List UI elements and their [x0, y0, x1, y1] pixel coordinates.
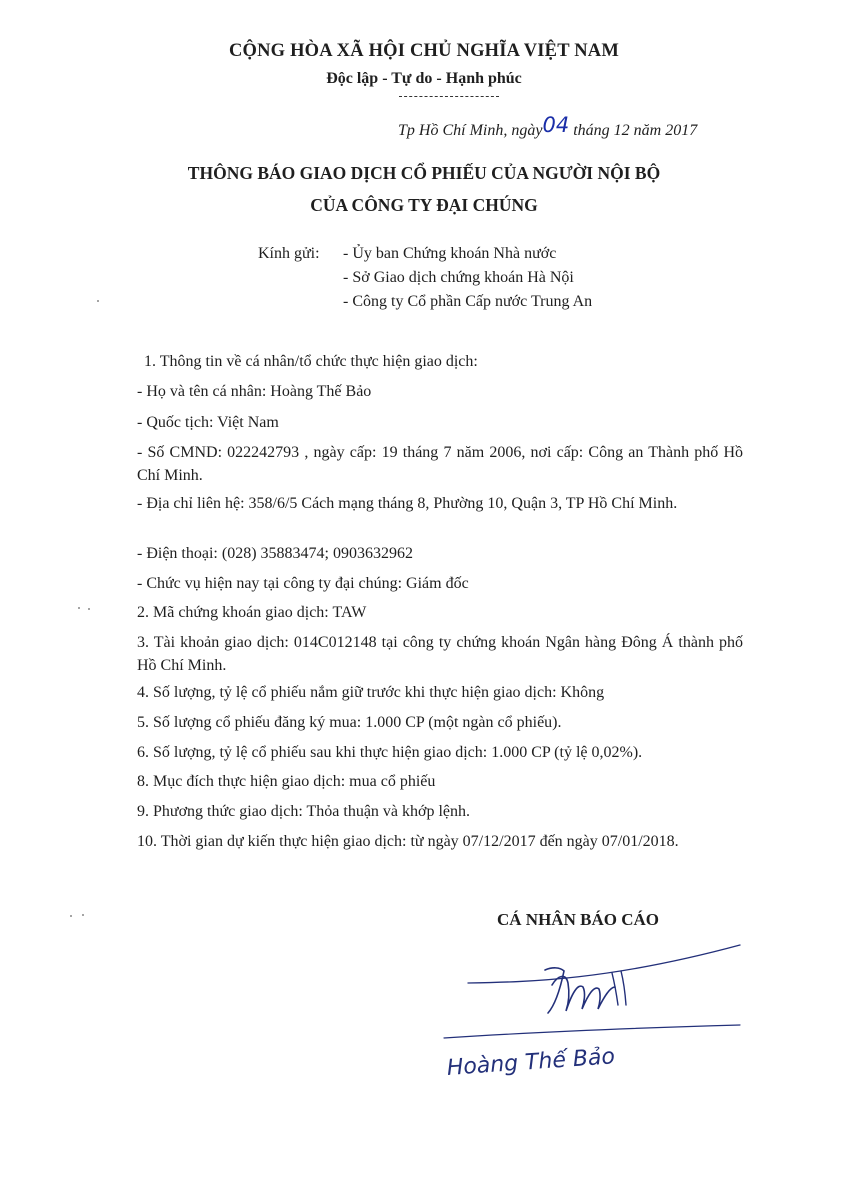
section-9: 9. Phương thức giao dịch: Thỏa thuận và khớp lệnh.: [137, 803, 471, 820]
scan-speck: [88, 608, 90, 610]
scan-speck: [78, 607, 80, 609]
person-name: - Họ và tên cá nhân: Hoàng Thế Bảo: [137, 383, 372, 400]
signer-title: CÁ NHÂN BÁO CÁO: [497, 910, 659, 929]
handwritten-name: Hoàng Thế Bảo: [446, 1044, 616, 1081]
scan-speck: [70, 915, 72, 917]
recipient-item: - Sở Giao dịch chứng khoán Hà Nội: [343, 269, 574, 286]
place-date: [398, 113, 698, 140]
recipients-label: Kính gửi:: [258, 245, 320, 262]
recipient-item: - Công ty Cổ phần Cấp nước Trung An: [343, 293, 593, 310]
scan-speck: [82, 914, 84, 916]
handwritten-day: 04: [542, 113, 570, 137]
person-phone: - Điện thoại: (028) 35883474; 0903632962: [137, 545, 413, 562]
person-address: - Địa chỉ liên hệ: 358/6/5 Cách mạng tháng 8, Phường 10, Quận 3, TP Hồ Chí Minh.: [137, 495, 678, 512]
section-1-heading: 1. Thông tin về cá nhân/tổ chức thực hiện giao dịch:: [144, 353, 478, 370]
person-nationality: - Quốc tịch: Việt Nam: [137, 414, 279, 431]
place-date-month-year: tháng 12 năm 2017: [569, 122, 698, 139]
recipient-item: - Ủy ban Chứng khoán Nhà nước: [343, 245, 557, 262]
section-2: 2. Mã chứng khoán giao dịch: TAW: [137, 604, 367, 621]
person-position: - Chức vụ hiện nay tại công ty đại chúng: Giám đốc: [137, 575, 469, 592]
document-title-line1: THÔNG BÁO GIAO DỊCH CỔ PHIẾU CỦA NGƯỜI NỘI BỘ: [187, 163, 661, 183]
section-8: 8. Mục đích thực hiện giao dịch: mua cổ phiếu: [137, 773, 436, 790]
national-motto: Độc lập - Tự do - Hạnh phúc: [326, 70, 522, 87]
place-date-prefix: Tp Hồ Chí Minh, ngày: [398, 122, 543, 139]
section-10: 10. Thời gian dự kiến thực hiện giao dịch: từ ngày 07/12/2017 đến ngày 07/01/2018.: [137, 833, 679, 850]
header-divider: [399, 96, 499, 97]
person-id-card: - Số CMND: 022242793 , ngày cấp: 19 tháng 7 năm 2006, nơi cấp: Công an Thành phố Hồ Chí Minh.: [137, 444, 743, 484]
scan-speck: [97, 300, 99, 302]
signature-scribble: [440, 935, 750, 1050]
section-6: 6. Số lượng, tỷ lệ cổ phiếu sau khi thực hiện giao dịch: 1.000 CP (tỷ lệ 0,02%).: [137, 744, 643, 761]
section-5: 5. Số lượng cổ phiếu đăng ký mua: 1.000 CP (một ngàn cổ phiếu).: [137, 714, 562, 731]
section-3: 3. Tài khoản giao dịch: 014C012148 tại công ty chứng khoán Ngân hàng Đông Á thành phố Hồ Chí Minh.: [137, 634, 743, 674]
document-title-line2: CỦA CÔNG TY ĐẠI CHÚNG: [310, 195, 538, 215]
national-title: CỘNG HÒA XÃ HỘI CHỦ NGHĨA VIỆT NAM: [228, 41, 620, 61]
section-4: 4. Số lượng, tỷ lệ cổ phiếu nắm giữ trước khi thực hiện giao dịch: Không: [137, 684, 605, 701]
